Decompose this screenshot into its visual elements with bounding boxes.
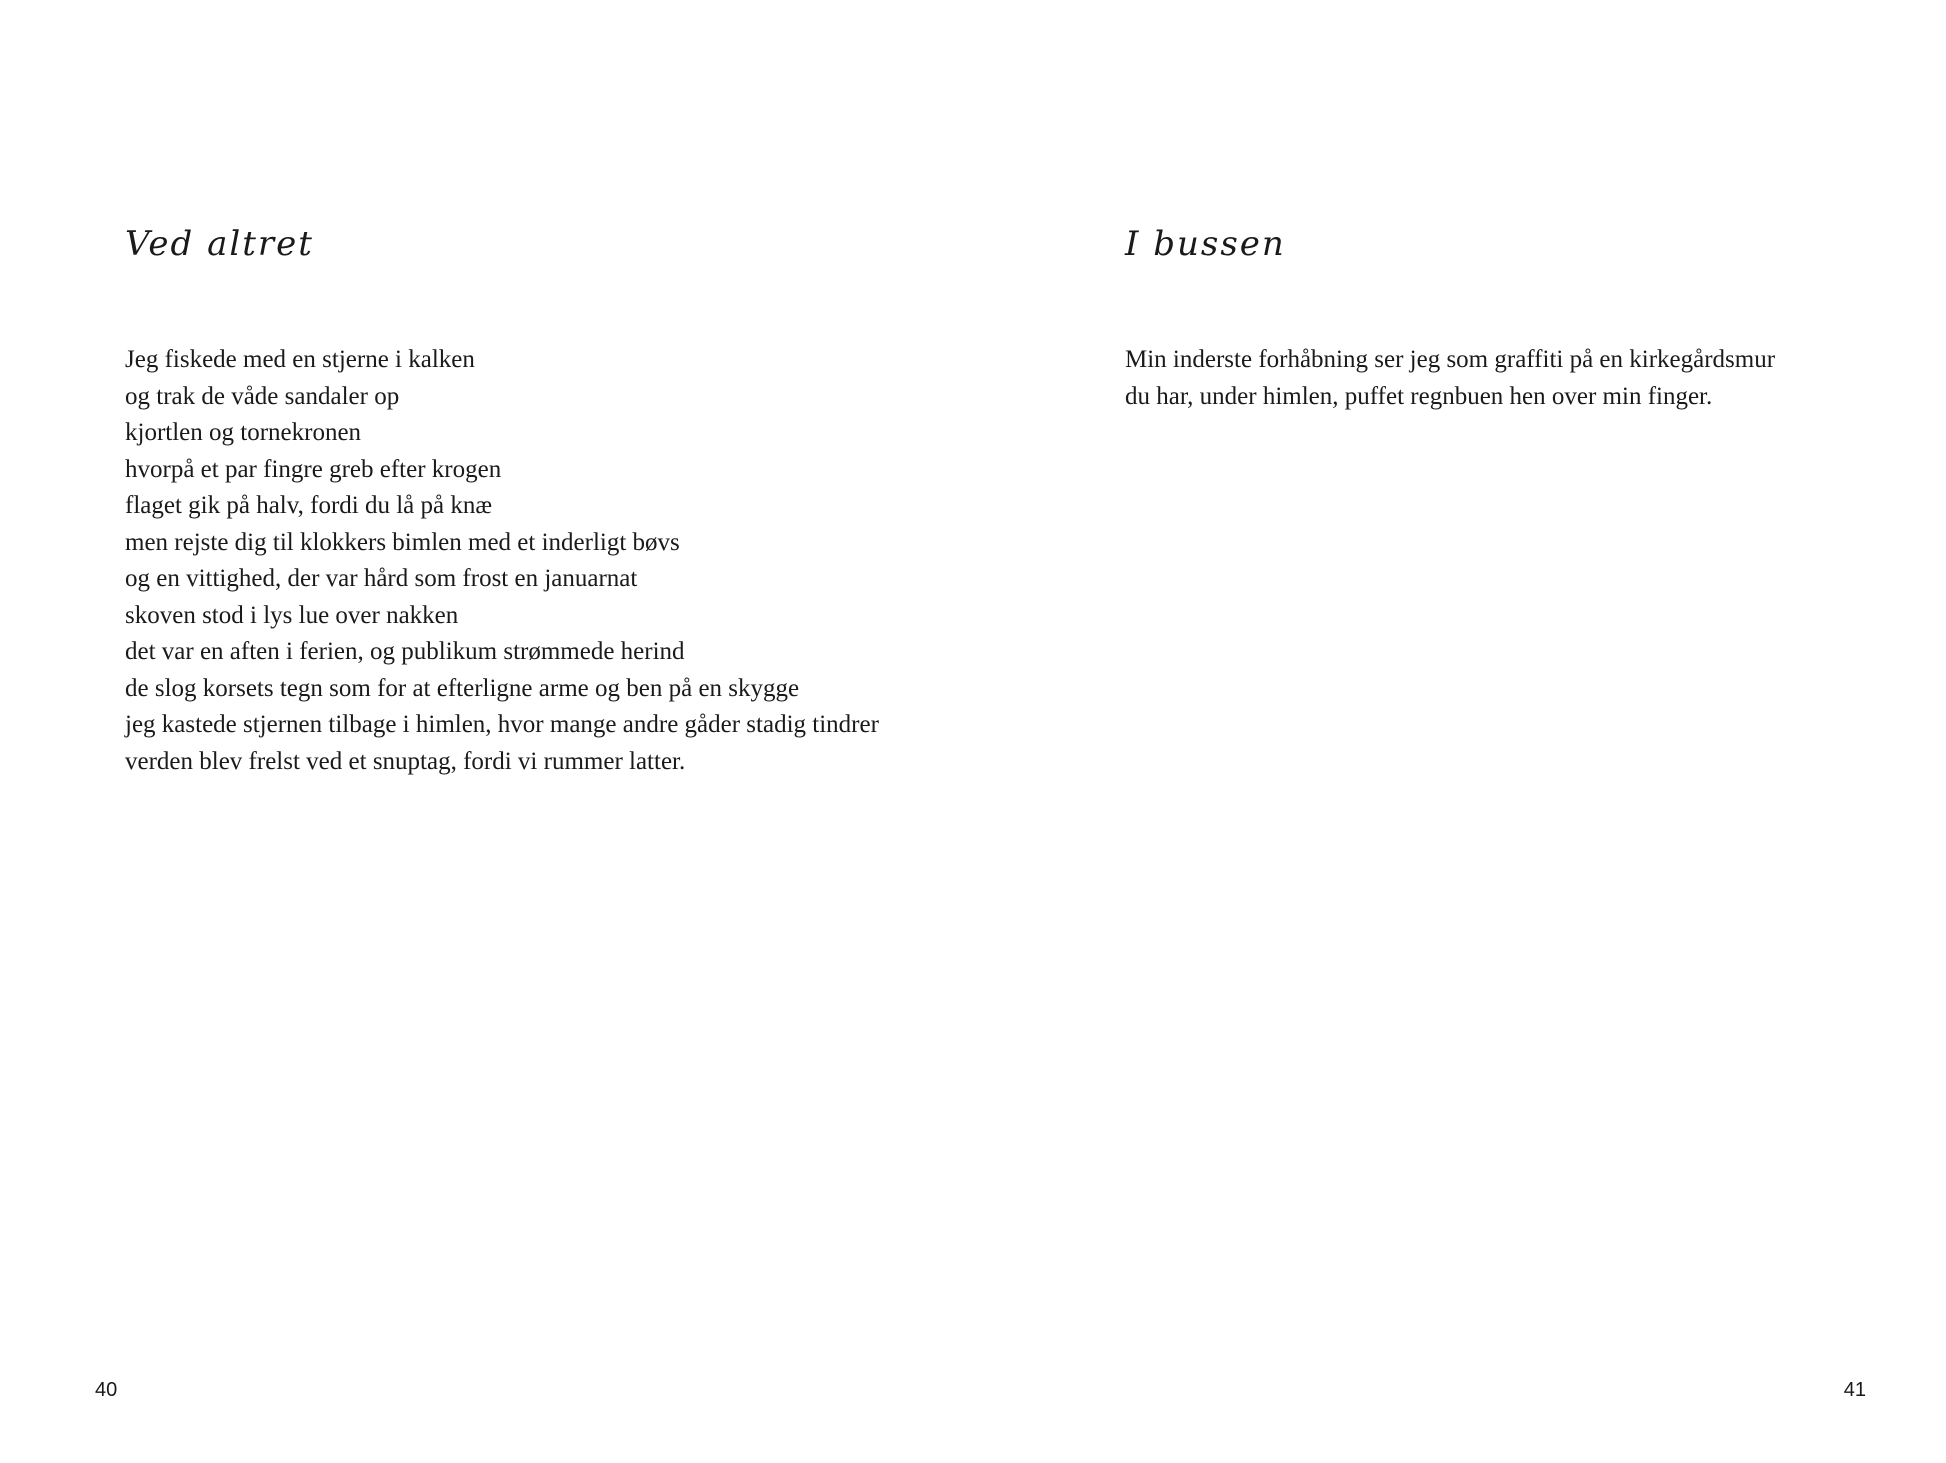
poem-line: de slog korsets tegn som for at efterligne arme og ben på en skygge xyxy=(125,674,800,702)
poem-line: men rejste dig til klokkers bimlen med et inderligt bøvs xyxy=(125,528,680,556)
poem-line: og trak de våde sandaler op xyxy=(125,382,400,410)
poem-line: kjortlen og tornekronen xyxy=(125,419,362,446)
poem-title: I bussen xyxy=(1125,224,1286,264)
page-number: 40 xyxy=(95,1379,118,1401)
poem-line: verden blev frelst ved et snuptag, fordi vi rummer latter. xyxy=(125,747,686,775)
right-page xyxy=(973,0,1946,1463)
poem-line: hvorpå et par fingre greb efter krogen xyxy=(125,455,502,483)
poem-line: flaget gik på halv, fordi du lå på knæ xyxy=(125,492,493,519)
poem-line: Min inderste forhåbning ser jeg som graffiti på en kirkegårdsmur xyxy=(1125,346,1776,373)
poem-line: Jeg fiskede med en stjerne i kalken xyxy=(125,346,475,373)
poem-line: du har, under himlen, puffet regnbuen hen over min finger. xyxy=(1125,382,1713,410)
poem-line: det var en aften i ferien, og publikum strømmede herind xyxy=(125,638,685,665)
poem-line: og en vittighed, der var hård som frost en januarnat xyxy=(125,565,638,592)
page-number: 41 xyxy=(1843,1379,1866,1401)
poem-body xyxy=(1125,342,1775,415)
poem-line: skoven stod i lys lue over nakken xyxy=(125,601,459,629)
poem-line: jeg kastede stjernen tilbage i himlen, hvor mange andre gåder stadig tindrer xyxy=(125,711,879,738)
poem-body xyxy=(125,342,879,780)
poem-title: Ved altret xyxy=(125,224,314,264)
